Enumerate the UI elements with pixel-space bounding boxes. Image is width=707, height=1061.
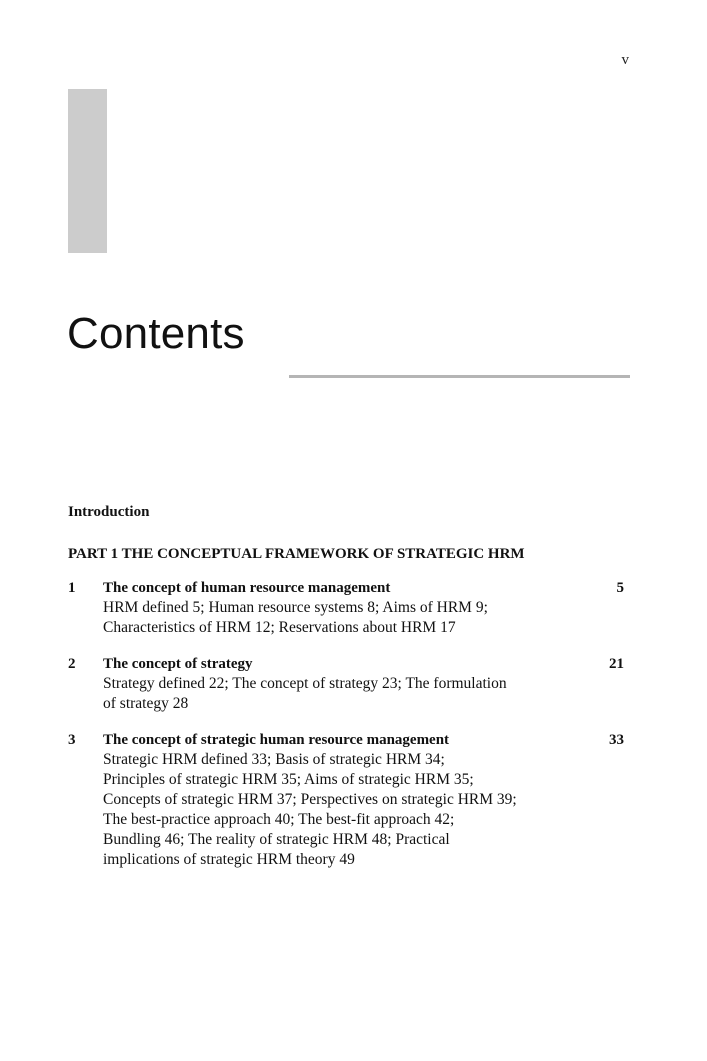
chapter-topic-line: HRM defined 5; Human resource systems 8; Aims of HRM 9; [103,599,488,616]
toc-chapter-1[interactable] [68,578,630,638]
chapter-topic-line: Principles of strategic HRM 35; Aims of strategic HRM 35; [103,771,474,788]
page-title: Contents [67,309,245,358]
chapter-number: 3 [68,732,76,748]
chapter-topic-line: of strategy 28 [103,695,189,712]
toc-chapter-3[interactable] [68,730,630,870]
toc-part-heading: PART 1 THE CONCEPTUAL FRAMEWORK OF STRATEGIC HRM [68,546,525,562]
toc-introduction[interactable]: Introduction [68,504,150,520]
chapter-topic-line: Characteristics of HRM 12; Reservations about HRM 17 [103,619,456,636]
chapter-page-number: 21 [609,656,624,672]
chapter-page-number: 5 [616,580,624,596]
chapter-topic-line: Concepts of strategic HRM 37; Perspectives on strategic HRM 39; [103,791,517,808]
chapter-title: The concept of human resource management [103,580,391,596]
chapter-topic-line: The best-practice approach 40; The best-fit approach 42; [103,811,455,828]
chapter-page-number: 33 [609,732,624,748]
chapter-topic-line: Strategy defined 22; The concept of strategy 23; The formulation [103,675,507,692]
chapter-title: The concept of strategy [103,656,253,672]
chapter-number: 1 [68,580,76,596]
chapter-topic-line: implications of strategic HRM theory 49 [103,851,355,868]
chapter-topic-line: Bundling 46; The reality of strategic HRM 48; Practical [103,831,450,848]
decorative-grey-bar [68,89,107,253]
chapter-number: 2 [68,656,76,672]
table-of-contents [68,502,630,886]
chapter-topic-line: Strategic HRM defined 33; Basis of strategic HRM 34; [103,751,445,768]
title-rule [289,375,630,378]
toc-chapter-2[interactable] [68,654,630,714]
chapter-title: The concept of strategic human resource management [103,732,450,748]
page-number: v [621,52,629,68]
